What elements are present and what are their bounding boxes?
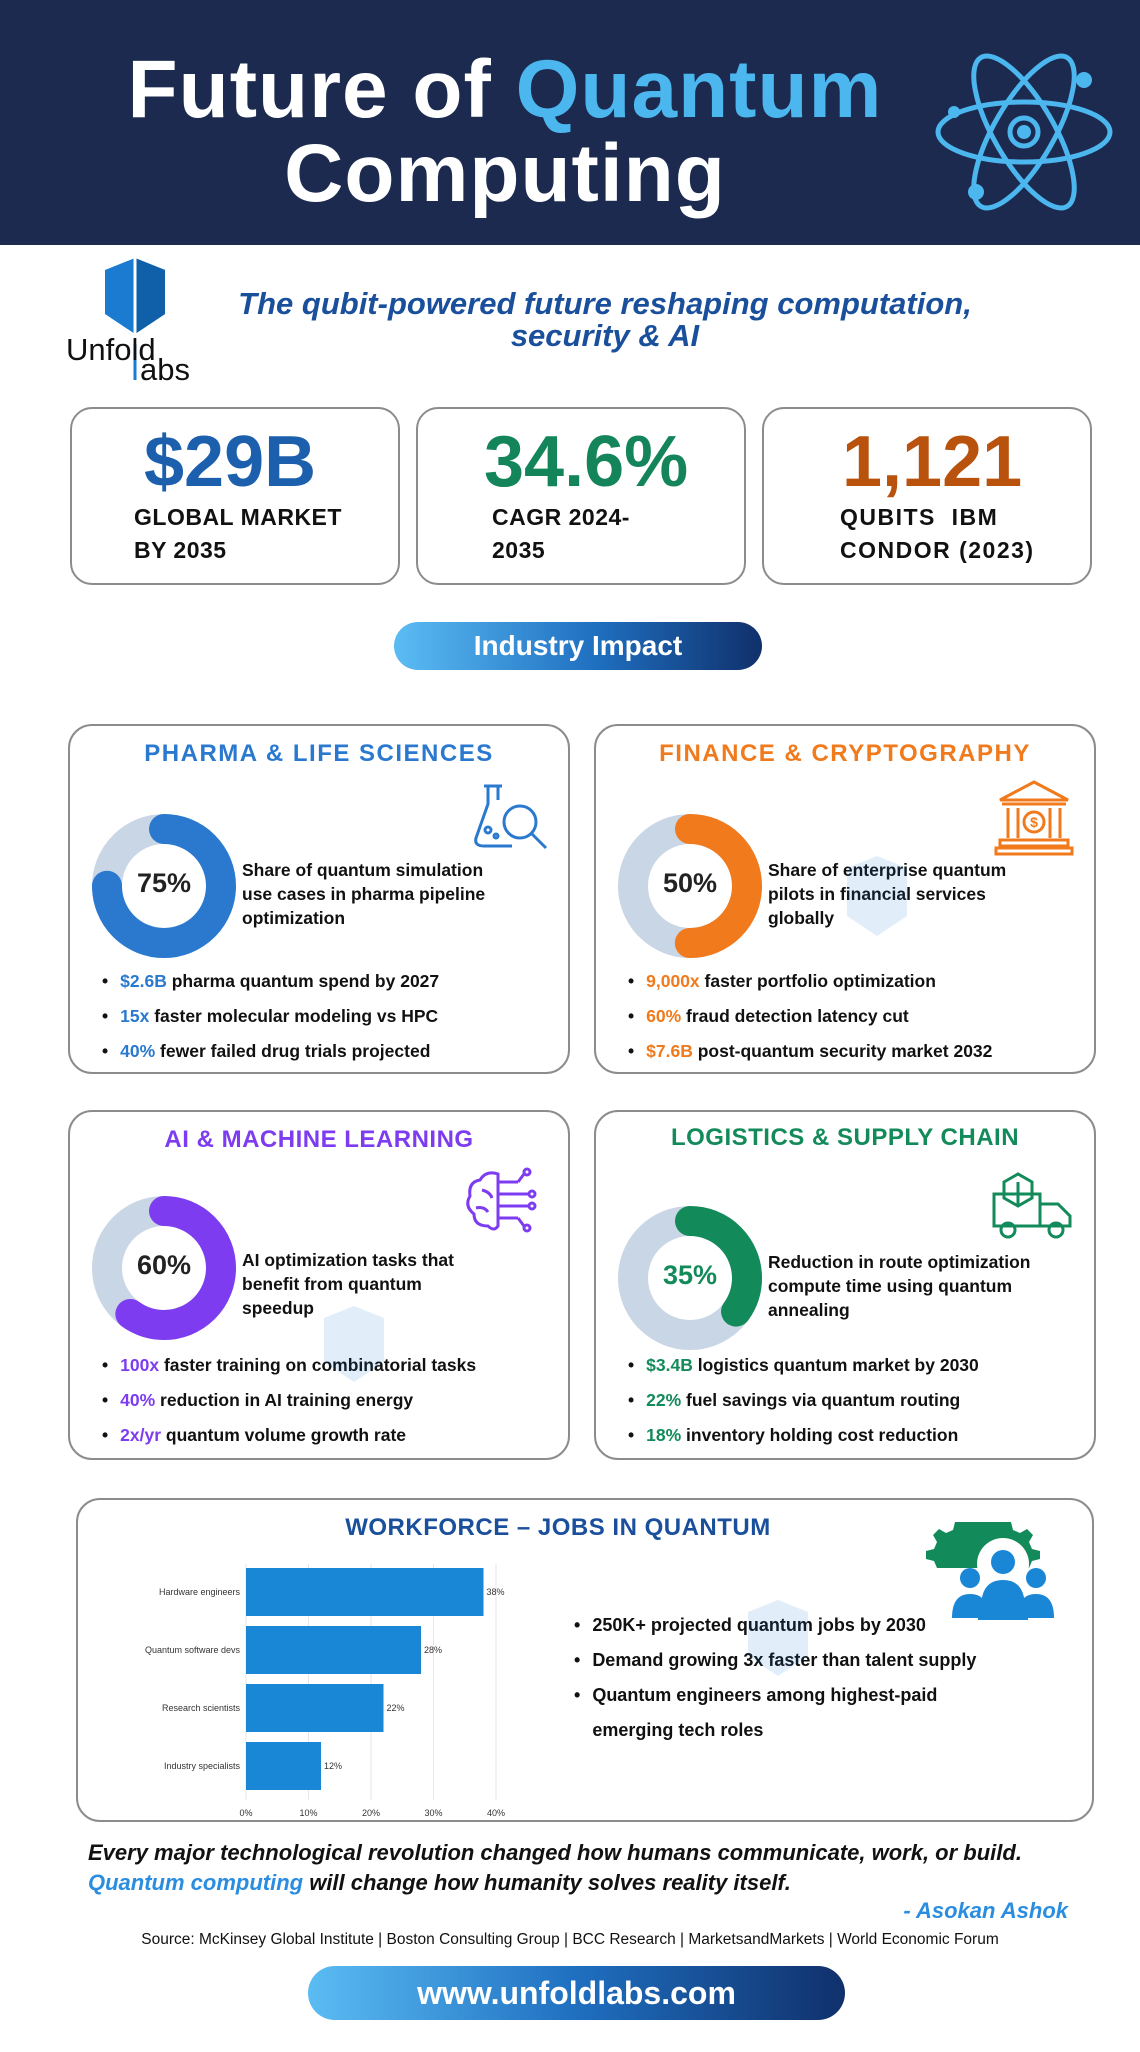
quote-author: - Asokan Ashok [903,1898,1068,1923]
unfoldlabs-logo [60,258,210,388]
list-item: • 18% inventory holding cost reduction [628,1418,979,1453]
page-title [40,44,970,219]
category-label: Industry specialists [163,1761,240,1771]
bank-icon [994,776,1074,856]
quote-line1: Every major technological revolution changed how humans communicate, work, or build. [88,1840,1022,1865]
list-item: • $3.4B logistics quantum market by 2030 [628,1348,979,1383]
stat-card-qubits [762,407,1092,585]
list-item: • $2.6B pharma quantum spend by 2027 [102,964,439,999]
stat-value: $29B [144,422,317,502]
tagline-line2: security & AI [510,318,700,353]
stat-label: QUBITS IBM CONDOR (2023) [840,504,1035,563]
card-title: FINANCE & CRYPTOGRAPHY [659,740,1031,767]
workforce-card [76,1498,1094,1822]
donut-percent: 50% [662,868,718,898]
category-label: Quantum software devs [144,1645,240,1655]
donut-percent: 75% [136,868,192,898]
tagline [190,288,1020,352]
tagline-line1: The qubit-powered future reshaping computation, [238,286,972,321]
card-title: LOGISTICS & SUPPLY CHAIN [670,1124,1020,1151]
list-item: • $7.6B post-quantum security market 2032 [628,1034,992,1069]
workforce-bullets [574,1608,1014,1748]
stat-card-cagr [416,407,746,585]
donut-percent: 60% [136,1250,192,1280]
stat-value: 1,121 [842,422,1023,502]
delivery-truck-icon [988,1168,1078,1248]
flask-magnifier-icon [470,778,550,858]
source-line: Source: McKinsey Global Institute | Boston Consulting Group | BCC Research | MarketsandMarkets | World Economic Forum [141,1931,999,1948]
title-part1: Future of [127,44,516,135]
list-item: • 40% fewer failed drug trials projected [102,1034,439,1069]
title-accent: Quantum [515,44,883,135]
data-label: 38% [486,1587,505,1597]
data-label: 28% [424,1645,443,1655]
data-label: 22% [386,1703,405,1713]
header-banner [0,0,1140,245]
website-link[interactable]: www.unfoldlabs.com [308,1966,845,2020]
card-description: Reduction in route optimization compute time using quantum annealing [768,1252,1031,1320]
list-item: • 15x faster molecular modeling vs HPC [102,999,439,1034]
x-tick-label: 20% [361,1808,381,1818]
data-label: 12% [324,1761,343,1771]
list-item: • Quantum engineers among highest-paid emerging tech roles [574,1685,938,1740]
card-description: Share of enterprise quantum pilots in financial services globally [768,860,1007,928]
card-bullets [628,964,992,1069]
x-tick-label: 30% [424,1808,443,1818]
stat-card-market [70,407,400,585]
team-gear-icon [940,1516,1066,1622]
list-item: • Demand growing 3x faster than talent supply [574,1650,977,1670]
stat-value: 34.6% [484,422,689,502]
x-tick-label: 0% [239,1808,253,1818]
category-label: Hardware engineers [158,1587,240,1597]
card-pharma [68,724,570,1074]
logo-text: Unfold [66,332,156,367]
x-tick-label: 40% [486,1808,506,1818]
list-item: • 9,000x faster portfolio optimization [628,964,992,999]
card-ai [68,1110,570,1460]
card-logistics [594,1110,1096,1460]
bar [246,1626,421,1674]
list-item: • 60% fraud detection latency cut [628,999,992,1034]
workforce-title: WORKFORCE – JOBS IN QUANTUM [345,1514,771,1541]
stat-label: GLOBAL MARKET BY 2035 [134,504,342,563]
card-description: Share of quantum simulation use cases in pharma pipeline optimization [242,860,486,928]
card-title: PHARMA & LIFE SCIENCES [144,740,494,767]
category-label: Research scientists [161,1703,240,1713]
bar [246,1684,384,1732]
industry-impact-pill: Industry Impact [394,622,762,670]
card-description: AI optimization tasks that benefit from quantum speedup [242,1250,454,1318]
list-item: • 22% fuel savings via quantum routing [628,1383,979,1418]
bar [246,1568,484,1616]
brain-circuit-icon [462,1164,542,1244]
x-tick-label: 10% [299,1808,318,1818]
svg-text:$: $ [1030,814,1038,830]
donut-percent: 35% [662,1260,718,1290]
quote-line2: Quantum computing will change how humanity solves reality itself. [88,1870,791,1895]
logo-text-2: abs [140,352,190,387]
card-bullets [102,964,439,1069]
list-item: • 40% reduction in AI training energy [102,1383,476,1418]
title-part2: Computing [284,128,726,219]
stat-label: CAGR 2024- 2035 [492,504,630,563]
card-bullets [102,1348,476,1453]
bar [246,1742,321,1790]
card-bullets [628,1348,979,1453]
quote [88,1838,1088,1898]
workforce-bar-chart [98,1550,538,1818]
list-item: • 2x/yr quantum volume growth rate [102,1418,476,1453]
list-item: • 100x faster training on combinatorial tasks [102,1348,476,1383]
list-item: • 250K+ projected quantum jobs by 2030 [574,1615,926,1635]
atom-icon [932,40,1117,225]
card-title: AI & MACHINE LEARNING [164,1126,474,1153]
card-finance [594,724,1096,1074]
